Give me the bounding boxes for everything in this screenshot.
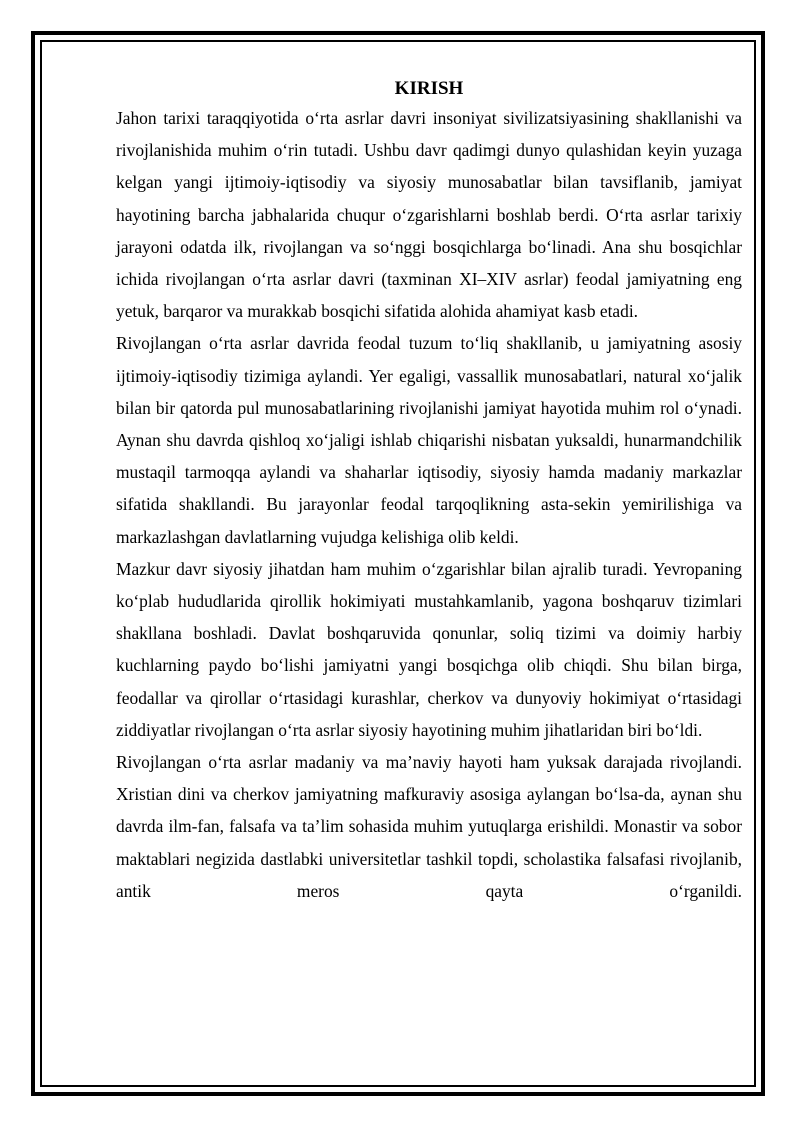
paragraph-2: Rivojlangan o‘rta asrlar davrida feodal tuzum to‘liq shakllanib, u jamiyatning asosiy ijtimoiy-iqtisodiy tizimiga aylandi. Yer egaligi, vassallik munosabatlari, natural xo‘jalik bilan bir qatorda pul munosabatlarining rivojlanishi jamiyat hayotida muhim rol o‘ynadi. Aynan shu davrda qishloq xo‘jaligi ishlab chiqarishi nisbatan yuksaldi, hunarmandchilik mustaqil tarmoqqa aylandi va shaharlar iqtisodiy, siyosiy hamda madaniy markazlar sifatida shakllandi. Bu jarayonlar feodal tarqoqlikning asta-sekin yemirilishiga va markazlashgan davlatlarning vujudga kelishiga olib keldi.	[116, 333, 742, 547]
document-title: KIRISH	[394, 78, 464, 99]
document-body	[116, 76, 742, 907]
paragraph-3: Mazkur davr siyosiy jihatdan ham muhim o‘zgarishlar bilan ajralib turadi. Yevropaning ko‘plab hududlarida qirollik hokimiyati mustahkamlanib, yagona boshqaruv tizimlari shakllana boshladi. Davlat boshqaruvida qonunlar, soliq tizimi va doimiy harbiy kuchlarning paydo bo‘lishi jamiyatni yangi bosqichga olib chiqdi. Shu bilan birga, feodallar va qirollar o‘rtasidagi kurashlar, cherkov va dunyoviy hokimiyat o‘rtasidagi ziddiyatlar rivojlangan o‘rta asrlar siyosiy hayotining muhim jihatlaridan biri bo‘ldi.	[116, 558, 742, 740]
paragraph-1: Jahon tarixi taraqqiyotida o‘rta asrlar davri insoniyat sivilizatsiyasining shakllanishi va rivojlanishida muhim o‘rin tutadi. Ushbu davr qadimgi dunyo qulashidan keyin yuzaga kelgan yangi ijtimoiy-iqtisodiy va siyosiy munosabatlar bilan tavsiflanib, jamiyat hayotining barcha jabhalarida chuqur o‘zgarishlarni boshlab berdi. O‘rta asrlar tarixiy jarayoni odatda ilk, rivojlangan va so‘nggi bosqichlarga bo‘linadi. Ana shu bosqichlar ichida rivojlangan o‘rta asrlar davri (taxminan XI–XIV asrlar) feodal jamiyatning eng yetuk, barqaror va murakkab bosqichi sifatida alohida ahamiyat kasb etadi.	[116, 108, 742, 322]
paragraph-4: Rivojlangan o‘rta asrlar madaniy va ma’naviy hayoti ham yuksak darajada rivojlandi. Xristian dini va cherkov jamiyatning mafkuraviy asosiga aylangan bo‘lsa-da, aynan shu davrda ilm-fan, falsafa va ta’lim sohasida muhim yutuqlarga erishildi. Monastir va sobor maktablari negizida dastlabki universitetlar tashkil topdi, scholastika falsafasi rivojlanib, antik meros qayta o‘rganildi.	[116, 752, 742, 901]
